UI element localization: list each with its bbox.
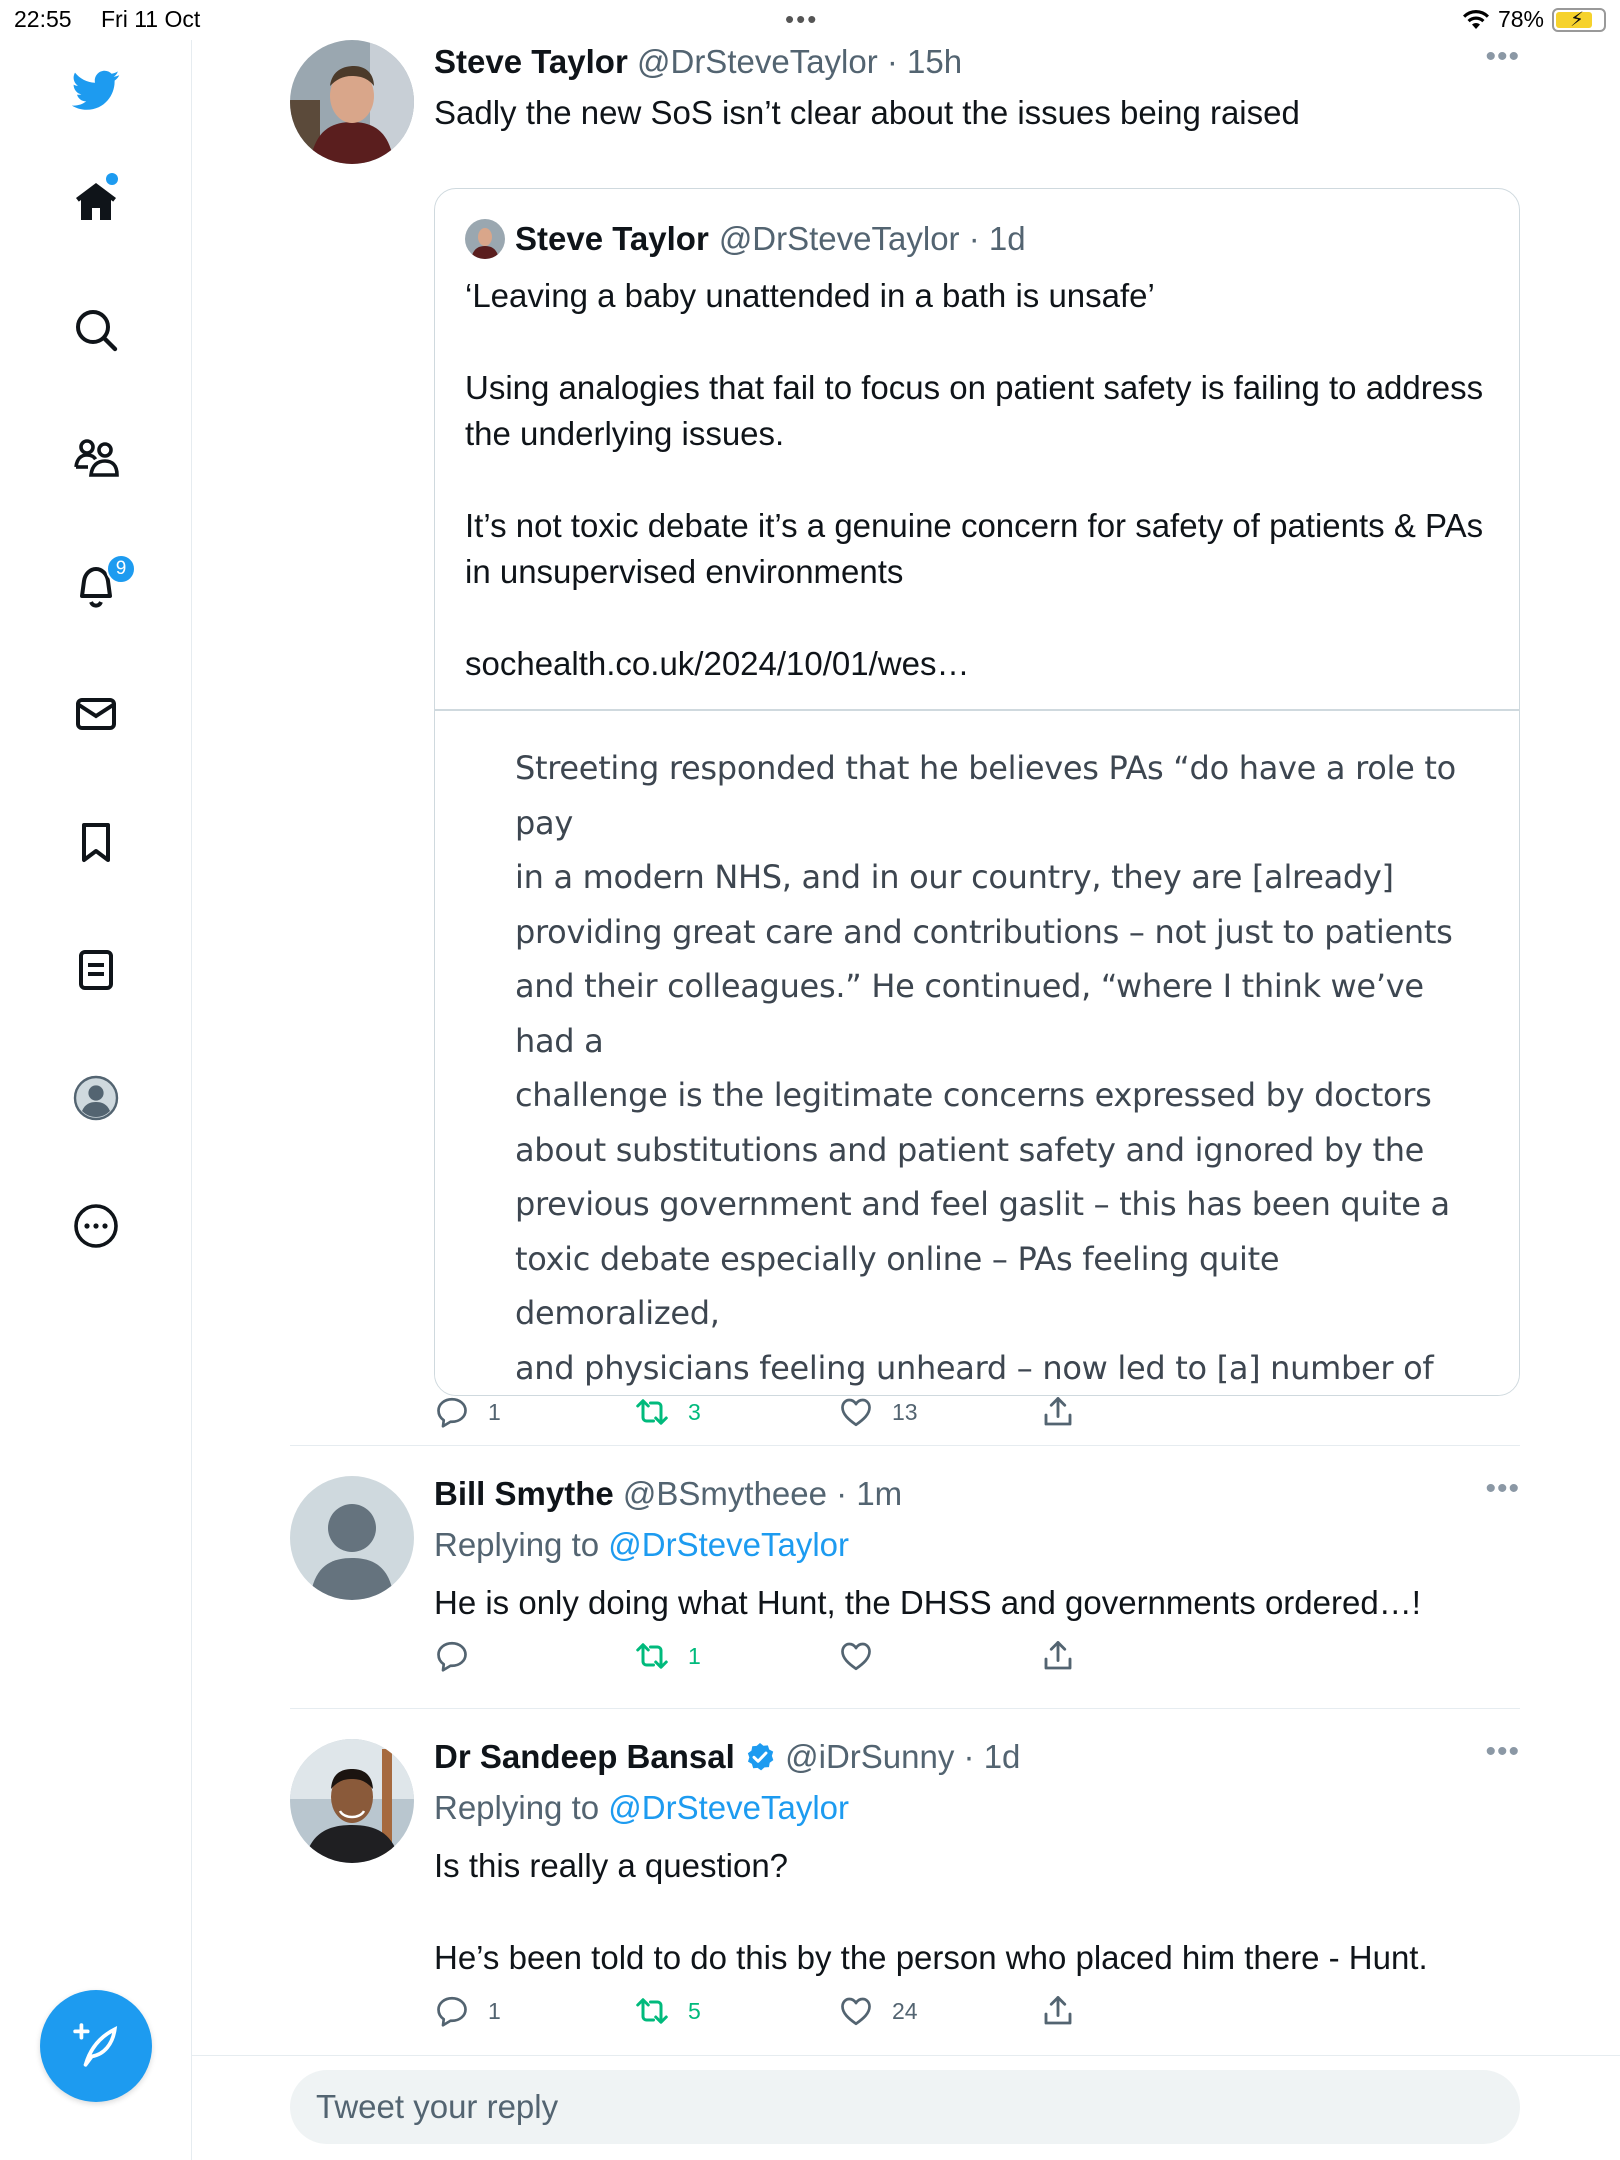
avatar[interactable]	[290, 1739, 414, 1863]
replying-to-link[interactable]: @DrSteveTaylor	[608, 1526, 850, 1563]
like-icon	[838, 1394, 874, 1430]
avatar[interactable]	[290, 40, 414, 164]
retweet-icon	[634, 1394, 670, 1430]
reply-bar-divider	[192, 2055, 1620, 2056]
battery-percent: 78%	[1497, 6, 1544, 32]
quoted-author-name: Steve Taylor	[515, 220, 709, 257]
quoted-article-image[interactable]	[435, 711, 1519, 1395]
reply-icon	[434, 1638, 470, 1674]
tweet-time[interactable]: 1m	[856, 1475, 903, 1512]
like-count: 24	[892, 1997, 918, 2024]
replying-to-label: Replying to	[434, 1789, 600, 1826]
tweet-more-icon[interactable]: •••	[1485, 40, 1520, 73]
reply-button[interactable]	[434, 1993, 501, 2029]
retweet-icon	[634, 1993, 670, 2029]
compose-tweet-icon	[71, 2021, 121, 2071]
replying-to	[434, 1522, 1520, 1568]
image-text-line: in a modern NHS, and in our country, they are [already]	[515, 858, 1394, 896]
author-name[interactable]: Steve Taylor	[434, 43, 628, 80]
home-icon[interactable]	[64, 170, 128, 234]
tweet-actions	[434, 1993, 1234, 2037]
image-text-line: challenge is the legitimate concerns expressed by doctors	[515, 1076, 1432, 1114]
compose-tweet-button[interactable]	[40, 1990, 152, 2102]
quoted-paragraph: It’s not toxic debate it’s a genuine concern for safety of patients & PAs in unsupervised environments	[465, 507, 1484, 590]
multitasking-dots-icon[interactable]: •••	[785, 4, 819, 34]
share-button[interactable]	[1040, 1993, 1076, 2029]
retweet-count: 1	[688, 1642, 701, 1669]
reply-input[interactable]	[290, 2070, 1520, 2144]
retweet-icon	[634, 1638, 670, 1674]
author-name[interactable]: Bill Smythe	[434, 1475, 614, 1512]
tweet-divider	[290, 1445, 1520, 1446]
reply-box[interactable]	[290, 2070, 1520, 2144]
tweet-more-icon[interactable]: •••	[1485, 1735, 1520, 1768]
tweet-content	[434, 1735, 1520, 1981]
verified-badge-icon	[744, 1741, 776, 1773]
quoted-tweet-time: 1d	[988, 220, 1026, 257]
author-handle[interactable]: @iDrSunny	[785, 1738, 955, 1775]
tweet-header: Bill Smythe @BSmytheee · 1m	[434, 1475, 903, 1512]
battery-icon: ⚡	[1552, 8, 1606, 32]
like-count: 13	[892, 1398, 918, 1425]
status-bar	[0, 0, 1620, 40]
status-right	[1462, 6, 1606, 33]
tweet-time[interactable]: 15h	[907, 43, 963, 80]
tweet-actions	[434, 1394, 1234, 1438]
like-button[interactable]	[838, 1394, 918, 1430]
tweet-content	[434, 40, 1520, 136]
image-text-line: and physicians feeling unheard – now led to [a] number of	[515, 1348, 1434, 1387]
image-text-line: about substitutions and patient safety and ignored by the	[515, 1130, 1425, 1169]
tweet-time[interactable]: 1d	[983, 1738, 1021, 1775]
reply-button[interactable]	[434, 1638, 488, 1674]
retweet-count: 5	[688, 1997, 701, 2024]
tweet-content	[434, 1472, 1520, 1626]
lists-icon[interactable]	[64, 938, 128, 1002]
quoted-paragraph: ‘Leaving a baby unattended in a bath is unsafe’	[465, 277, 1155, 314]
twitter-logo-icon[interactable]	[64, 58, 128, 122]
retweet-button[interactable]	[634, 1993, 701, 2029]
messages-icon[interactable]	[64, 682, 128, 746]
replying-to	[434, 1785, 1520, 1831]
tweet-text: He’s been told to do this by the person who placed him there - Hunt.	[434, 1939, 1428, 1976]
retweet-button[interactable]	[634, 1394, 701, 1430]
share-icon	[1040, 1394, 1076, 1430]
share-button[interactable]	[1040, 1638, 1076, 1674]
share-icon	[1040, 1638, 1076, 1674]
author-handle[interactable]: @DrSteveTaylor	[636, 43, 878, 80]
wifi-icon	[1462, 9, 1490, 31]
bookmarks-icon[interactable]	[64, 810, 128, 874]
tweet-actions	[434, 1638, 1234, 1682]
avatar[interactable]	[290, 1476, 414, 1600]
like-button[interactable]	[838, 1638, 892, 1674]
replying-to-label: Replying to	[434, 1526, 600, 1563]
image-text-line: toxic debate especially online – PAs feeling quite demoralized,	[515, 1239, 1280, 1332]
search-icon[interactable]	[64, 298, 128, 362]
more-icon[interactable]	[64, 1194, 128, 1258]
replying-to-link[interactable]: @DrSteveTaylor	[608, 1789, 850, 1826]
tweet-header: Dr Sandeep Bansal @iDrSunny · 1d	[434, 1738, 1021, 1775]
quoted-paragraph: Using analogies that fail to focus on patient safety is failing to address the underlying issues.	[465, 369, 1484, 452]
quoted-avatar	[465, 219, 505, 259]
notifications-badge: 9	[106, 554, 136, 584]
quoted-author-handle: @DrSteveTaylor	[718, 220, 960, 257]
like-button[interactable]	[838, 1993, 918, 2029]
share-icon	[1040, 1993, 1076, 2029]
share-button[interactable]	[1040, 1394, 1076, 1430]
tweet-text: Sadly the new SoS isn’t clear about the issues being raised	[434, 94, 1300, 131]
like-icon	[838, 1638, 874, 1674]
retweet-count: 3	[688, 1398, 701, 1425]
image-text-line: Streeting responded that he believes PAs “do have a role to pay	[515, 749, 1456, 842]
author-name[interactable]: Dr Sandeep Bansal	[434, 1738, 735, 1775]
quoted-tweet-header: Steve Taylor @DrSteveTaylor · 1d	[465, 217, 1026, 261]
image-text-line: previous government and feel gaslit – this has been quite a	[515, 1185, 1450, 1223]
tweet-header: Steve Taylor @DrSteveTaylor · 15h	[434, 43, 963, 80]
status-time: 22:55	[14, 6, 72, 32]
communities-icon[interactable]	[64, 426, 128, 490]
home-notification-dot	[106, 173, 118, 185]
reply-count: 1	[488, 1398, 501, 1425]
author-handle[interactable]: @BSmytheee	[622, 1475, 827, 1512]
tweet-more-icon[interactable]: •••	[1485, 1472, 1520, 1505]
quoted-link[interactable]: sochealth.co.uk/2024/10/01/wes…	[465, 645, 970, 682]
reply-count: 1	[488, 1997, 501, 2024]
status-date: Fri 11 Oct	[101, 6, 201, 32]
profile-icon[interactable]	[64, 1066, 128, 1130]
retweet-button[interactable]	[634, 1638, 701, 1674]
quoted-tweet[interactable]	[434, 188, 1520, 1396]
quoted-tweet-text	[465, 273, 1489, 687]
reply-button[interactable]	[434, 1394, 501, 1430]
tweet-divider	[290, 1708, 1520, 1709]
tweet-text: Is this really a question?	[434, 1847, 789, 1884]
reply-icon	[434, 1993, 470, 2029]
image-text-line: and their colleagues.” He continued, “where I think we’ve had a	[515, 967, 1424, 1060]
image-text-line: providing great care and contributions – not just to patients	[515, 912, 1453, 951]
reply-icon	[434, 1394, 470, 1430]
tweet-text: He is only doing what Hunt, the DHSS and governments ordered…!	[434, 1584, 1421, 1621]
like-icon	[838, 1993, 874, 2029]
